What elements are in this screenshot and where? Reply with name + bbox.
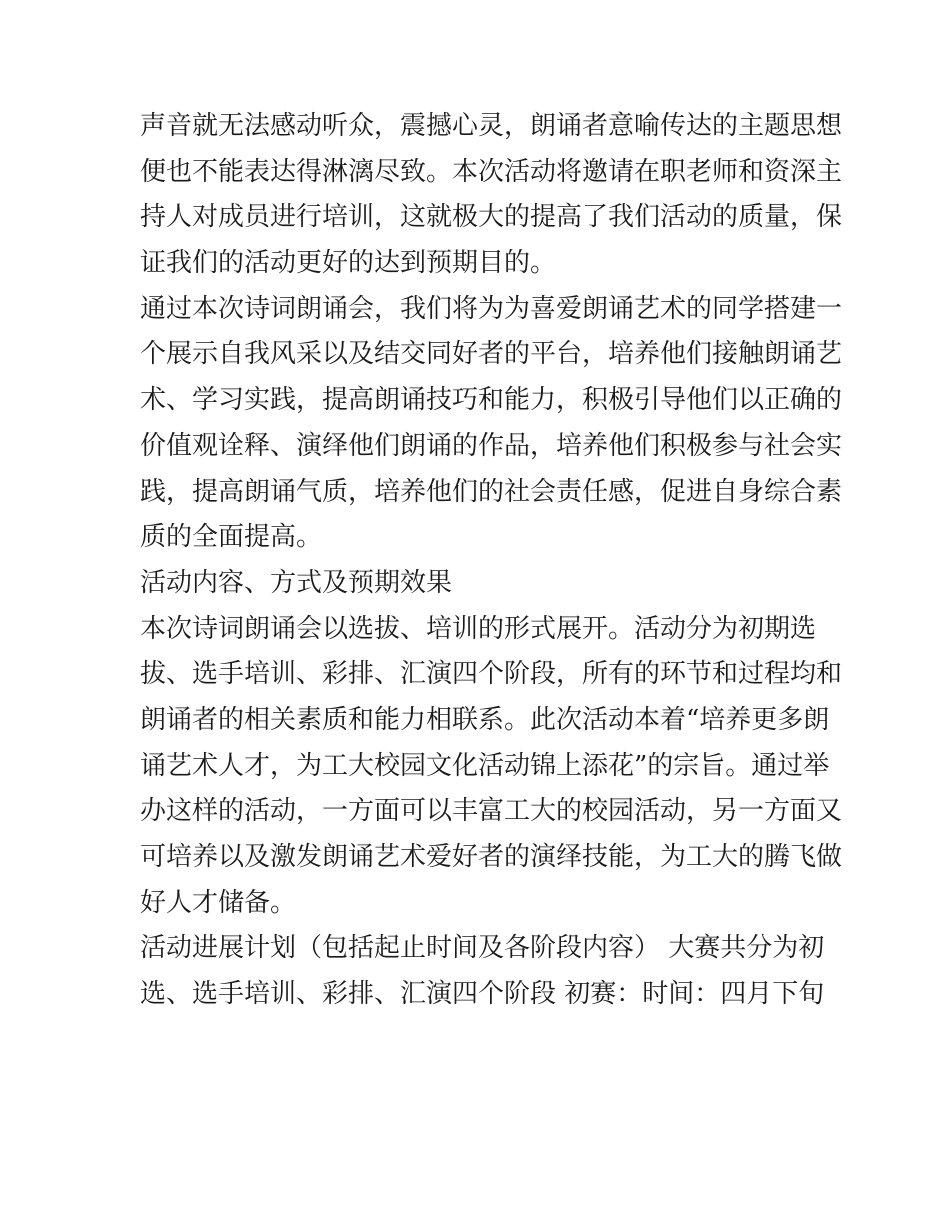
text-line: 好人才储备。 bbox=[140, 887, 297, 918]
text-line: 本次诗词朗诵会以选拔、培训的形式展开。活动分为初期选 bbox=[140, 613, 817, 644]
text-line: 可培养以及激发朗诵艺术爱好者的演绎技能，为工大的腾飞做 bbox=[140, 842, 843, 872]
text-line: 诵艺术人才，为工大校园文化活动锦上添花”的宗旨。通过举 bbox=[140, 750, 830, 781]
text-line: 践，提高朗诵气质，培养他们的社会责任感，促进自身综合素 bbox=[140, 476, 843, 507]
text-line: 活动进展计划（包括起止时间及各阶段内容） 大赛共分为初 bbox=[140, 933, 825, 964]
text-line: 持人对成员进行培训，这就极大的提高了我们活动的质量，保 bbox=[140, 202, 843, 233]
text-line: 声音就无法感动听众，震撼心灵，朗诵者意喻传达的主题思想 bbox=[140, 111, 843, 141]
text-line: 质的全面提高。 bbox=[140, 522, 323, 553]
text-line: 选、选手培训、彩排、汇演四个阶段 初赛：时间：四月下旬 bbox=[140, 979, 825, 1010]
text-line: 个展示自我风采以及结交同好者的平台，培养他们接触朗诵艺 bbox=[140, 339, 843, 370]
text-line: 朗诵者的相关素质和能力相联系。此次活动本着“培养更多朗 bbox=[140, 704, 830, 735]
section-heading: 活动内容、方式及预期效果 bbox=[140, 567, 453, 598]
text-line: 价值观诠释、演绎他们朗诵的作品，培养他们积极参与社会实 bbox=[140, 430, 843, 461]
text-line: 证我们的活动更好的达到预期目的。 bbox=[140, 248, 557, 279]
text-line: 拔、选手培训、彩排、汇演四个阶段，所有的环节和过程均和 bbox=[140, 659, 843, 690]
text-line: 办这样的活动，一方面可以丰富工大的校园活动，另一方面又 bbox=[140, 796, 843, 827]
text-line: 术、学习实践，提高朗诵技巧和能力，积极引导他们以正确的 bbox=[140, 385, 843, 416]
text-line: 便也不能表达得淋漓尽致。本次活动将邀请在职老师和资深主 bbox=[140, 156, 843, 187]
text-line: 通过本次诗词朗诵会，我们将为为喜爱朗诵艺术的同学搭建一 bbox=[140, 293, 843, 324]
document-body bbox=[140, 104, 843, 1018]
